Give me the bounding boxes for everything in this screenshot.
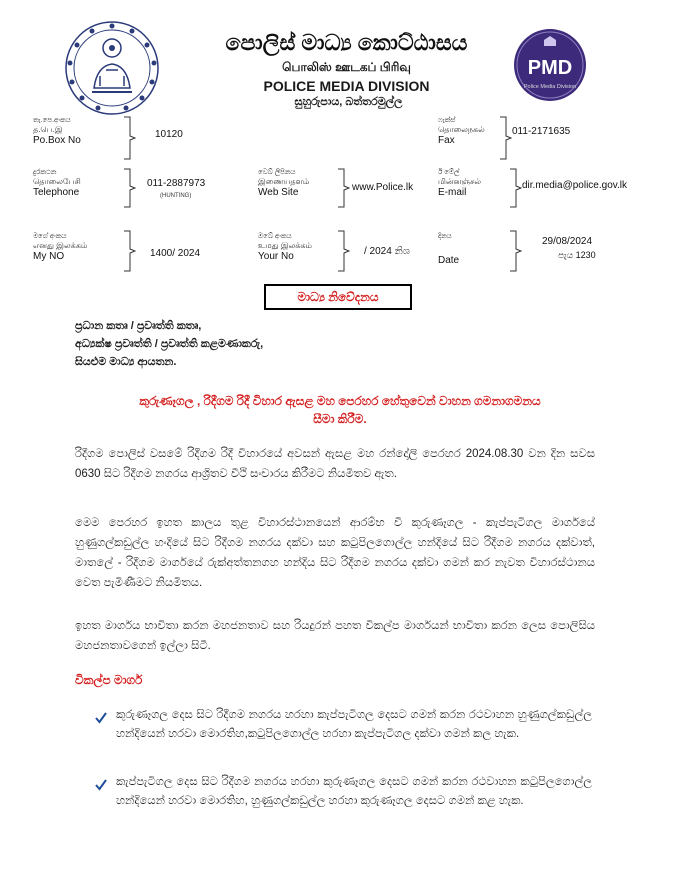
fax-label: ෆැක්ස් தொலைநகல் Fax (438, 117, 485, 146)
telephone-label: දුරකථන தொலைபேசி Telephone (33, 169, 81, 198)
email-brace (508, 168, 522, 208)
date-label: දිනය Date (438, 233, 460, 266)
pobox-brace (122, 116, 136, 160)
my-no-brace (122, 230, 136, 272)
header-title-sinhala: පොලිස් මාධ්‍ය කොට්ඨාසය (225, 30, 468, 55)
paragraph-3: ඉහත මාර්ගය භාවිතා කරන මහජනතාව සහ රියදුරන් පහත විකල්ප මාර්ගයන් භාවිතා කරන ලෙස පොලිසිය මහජනතාවගෙන් ඉල්ලා සිටී. (75, 620, 595, 652)
website-brace (336, 168, 350, 208)
email-value: dir.media@police.gov.lk (522, 180, 628, 191)
alternate-route-1: කුරුණෑගල දෙස සිට රිදීගම නගරය හරහා කැප්පැටිගල දෙසට ගමන් කරන රථවාහන හුණුගල්කඩුල්ල හන්දියෙන් හරවා මොරතිහ,කටුපිලගොල්ල හරහා කැප්පැටිගල දක්වා ගමන් කල හැක. (116, 709, 592, 740)
date-time: පැය 1230 (558, 250, 596, 260)
alternate-route-2: කැප්පැටිගල දෙස සිට රිදීගම නගරය හරහා කුරුණෑගල දෙසට ගමන් කරන රථවාහන කටුපිලගොල්ල හන්දියෙන් හරවා මොරතිහ, හුණුගල්කඩුල්ල හරහා කුරුණෑගල දෙසට ගමන් කළ හැක. (116, 776, 592, 807)
subject-line-1: කුරුණෑගල , රිදීගම රිදී විහාර ඇසළ මහ පෙරහර හේතුවෙන් වාහන ගමනාගමනය (139, 394, 541, 408)
header-address: සුහුරුපාය, බත්තරමුල්ල (294, 96, 403, 108)
checkmark-icon (95, 711, 115, 729)
telephone-value: 011-2887973 (147, 178, 206, 189)
telephone-brace (122, 168, 136, 208)
header-title-tamil: பொலிஸ் ஊடகப் பிரிவு (282, 60, 411, 74)
recipient-line-3: සියළුම මාධ්‍ය ආයතන. (75, 356, 177, 368)
recipient-line-2: අධ්‍යක්ෂ ප්‍රවෘත්ති / ප්‍රවෘත්ති කළමණාකරු, (75, 338, 264, 350)
recipient-line-1: ප්‍රධාන කතෘ / ප්‍රවෘත්ති කතෘ, (75, 320, 202, 332)
your-no-brace (336, 230, 350, 272)
subject-line-2: සීමා කිරීම. (313, 412, 367, 426)
pobox-label: තැ.පෙ.අංකය த.பெ.இ Po.Box No (33, 117, 81, 146)
paragraph-1: රිදීගම පොලිස් වසමේ රිදීගම රිදී විහාරයේ අවසන් ඇසළ මහ රන්දෝලි පෙරහර 2024.08.30 වන දින සවස 0630 සිට රිදීගම නගරය ආශ්‍රිතව වීථි සංචාරය කිරීමට නියමිතව ඇත. (75, 448, 595, 480)
subject-heading (90, 392, 590, 428)
press-release-title: මාධ්‍ය නිවේදනය (264, 284, 412, 310)
my-no-value: 1400/ 2024 (150, 248, 201, 259)
alternate-routes-heading: විකල්ප මාර්ග (75, 673, 143, 687)
pobox-value: 10120 (155, 129, 183, 140)
website-value: www.Police.lk (352, 182, 414, 193)
date-brace (508, 230, 522, 272)
my-no-label: මගේ අංකය எனது இலக்கம் My NO (33, 233, 88, 262)
fax-value: 011-2171635 (512, 126, 571, 137)
svg-text:Police Media Division: Police Media Division (523, 84, 577, 90)
checkmark-icon (95, 778, 115, 796)
your-no-label: ඔබේ අංකය உமது இலக்கம் Your No (258, 233, 312, 262)
header-title-english: POLICE MEDIA DIVISION (263, 78, 430, 94)
date-value: 29/08/2024 (542, 236, 593, 247)
website-label: වෙබ් ලිපිනය இணையதளம் Web Site (258, 169, 310, 198)
fax-brace (498, 116, 512, 160)
paragraph-2: මෙම පෙරහර ඉහත කාලය තුළ විහාරස්ථානයෙන් ආරම්භ වී කුරුණෑගල - කැප්පැටිගල මාර්ගයේ හුණුගල්කඩුල්ල හංදියේ සිට රිදීගම නගරය දක්වා සහ කටුපිලගොල්ල හන්දියේ සිට රිදීගම නගරය දක්වාත්, මාතලේ - රිදීගම මාර්ගයේ රුක්අත්තනගහ හන්දිය සිට රිදීගම නගරය දක්වා ගමන් කර නැවත විහාරස්ථානය වෙත පැමිණීමට නියමිතය. (75, 517, 595, 589)
telephone-sub: (HUNTING) (160, 193, 192, 199)
email-label: ඊ මේල් மின்னஞ்சல் E-mail (438, 169, 482, 198)
your-no-value: / 2024 නිශ (364, 246, 410, 257)
svg-text:PMD: PMD (527, 57, 573, 79)
